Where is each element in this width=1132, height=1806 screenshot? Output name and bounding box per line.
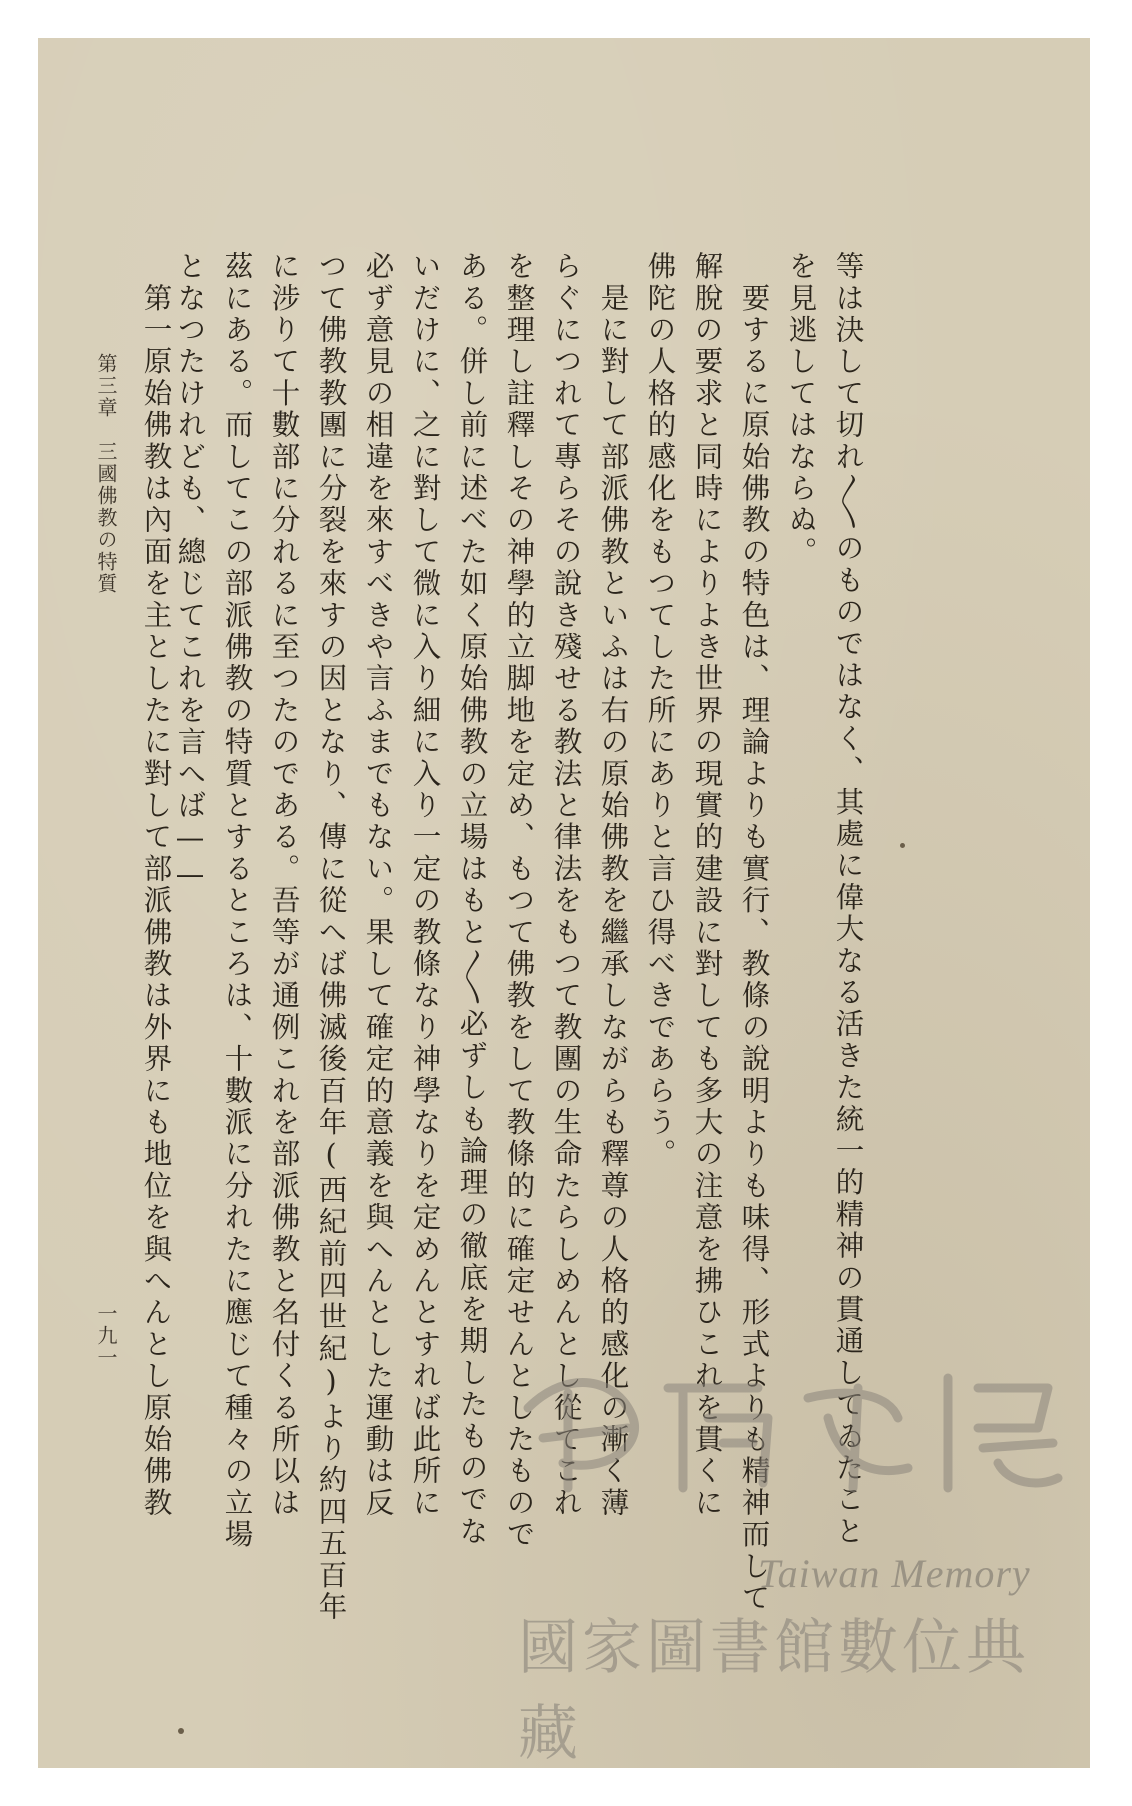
text-column-13: に涉りて十數部に分れるに至つたのである。吾等が通例これを部派佛教と名付くる所以は bbox=[267, 251, 301, 1519]
text-column-6: 是に對して部派佛教といふは右の原始佛教を繼承しながらも釋尊の人格的感化の漸く薄 bbox=[596, 251, 630, 1519]
text-column-12: つて佛教教團に分裂を來すの因となり、傳に從へば佛滅後百年(西紀前四世紀)より約四五百年 bbox=[314, 251, 348, 1624]
text-column-5: 佛陀の人格的感化をもつてした所にありと言ひ得べきであらう。 bbox=[643, 251, 677, 1171]
watermark-seal-image bbox=[508, 1348, 1068, 1498]
watermark-english: Taiwan Memory bbox=[758, 1551, 1031, 1596]
scanned-page bbox=[38, 38, 1090, 1768]
chapter-heading: 第三章 三國佛教の特質 bbox=[94, 353, 118, 595]
text-column-15: となつたけれども、總じてこれを言へば—— bbox=[173, 251, 207, 894]
paper-speck bbox=[178, 1728, 184, 1734]
text-column-8: を整理し註釋しその神學的立脚地を定め、もつて佛教をして教條的に確定せんとしたもので bbox=[502, 251, 536, 1551]
text-column-7: らぐにつれて專らその說き殘せる教法と律法をもつて教團の生命たらしめんとし從てこれ bbox=[549, 251, 583, 1519]
text-column-4: 解脫の要求と同時によりよき世界の現實的建設に對しても多大の注意を拂ひこれを貫くに bbox=[690, 251, 724, 1519]
watermark-chinese: 國家圖書館數位典藏 bbox=[518, 1613, 1030, 1768]
text-column-2: を見逃してはならぬ。 bbox=[784, 251, 818, 568]
page-number: 一九一 bbox=[94, 1303, 118, 1369]
text-column-10: いだけに、之に對して微に入り細に入り一定の教條なり神學なりを定めんとすれば此所に bbox=[408, 251, 442, 1519]
text-column-9: ある。併し前に述べた如く原始佛教の立場はもと〳〵必ずしも論理の徹底を期したものでな bbox=[455, 251, 489, 1548]
paper-speck bbox=[900, 843, 905, 848]
text-column-11: 必ず意見の相違を來すべきや言ふまでもない。果して確定的意義を與へんとした運動は反 bbox=[361, 251, 395, 1519]
text-column-1: 等は決して切れ〳〵のものではなく、其處に偉大なる活きた統一的精神の貫通してゐたこと bbox=[831, 251, 865, 1548]
text-column-14: 茲にある。而してこの部派佛教の特質とするところは、十數派に分れたに應じて種々の立場 bbox=[220, 251, 254, 1551]
text-column-3: 要するに原始佛教の特色は、理論よりも實行、教條の說明よりも味得、形式よりも精神而して bbox=[737, 251, 771, 1615]
text-column-16: 第一原始佛教は內面を主としたに對して部派佛教は外界にも地位を與へんとし原始佛教 bbox=[139, 251, 173, 1519]
